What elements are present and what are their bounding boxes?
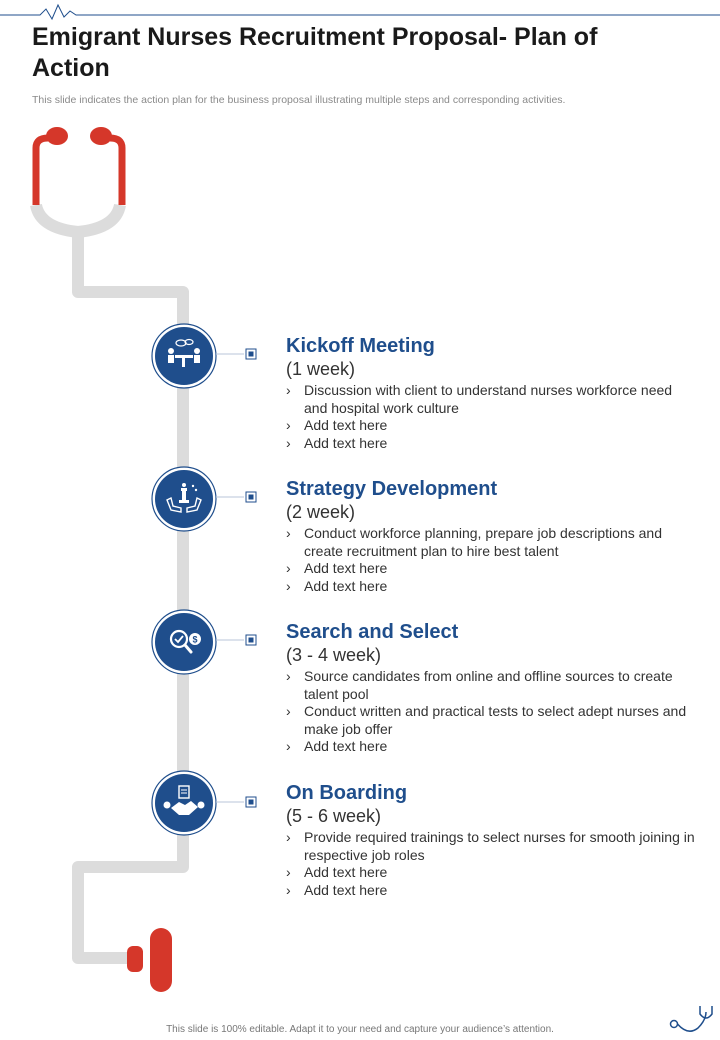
meeting-icon	[151, 323, 217, 389]
bullet-item: › Add text here	[286, 578, 696, 596]
page-subtitle: This slide indicates the action plan for the business proposal illustrating multiple steps and corresponding activities.	[32, 94, 566, 106]
bullet-item: › Discussion with client to understand nurses workforce need and hospital work culture	[286, 382, 696, 417]
page-title: Emigrant Nurses Recruitment Proposal- Plan of Action	[32, 23, 598, 82]
bullet-item: › Add text here	[286, 882, 696, 900]
stethoscope-icon	[668, 1002, 718, 1038]
step-4-connector	[216, 795, 276, 809]
step-4-title: On Boarding	[286, 782, 408, 804]
step-4-icon-badge	[151, 770, 217, 836]
step-1-connector	[216, 347, 276, 361]
bullet-item: › Provide required trainings to select nurses for smooth joining in respective job roles	[286, 829, 696, 864]
step-1-icon-badge	[151, 323, 217, 389]
step-4-content	[286, 781, 696, 899]
step-1-duration: (1 week)	[286, 359, 356, 379]
bullet-item: › Add text here	[286, 864, 696, 882]
step-3-bullets	[286, 668, 696, 756]
step-2-content	[286, 477, 696, 595]
search-money-icon	[151, 609, 217, 675]
step-2-icon-badge	[151, 466, 217, 532]
step-3-title: Search and Select	[286, 621, 459, 643]
bullet-item: › Add text here	[286, 560, 696, 578]
step-2-bullets	[286, 525, 696, 595]
handshake-icon	[151, 770, 217, 836]
step-3-duration: (3 - 4 week)	[286, 645, 382, 665]
step-3-icon-badge	[151, 609, 217, 675]
bullet-item: › Conduct written and practical tests to select adept nurses and make job offer	[286, 703, 696, 738]
bullet-item: › Conduct workforce planning, prepare job descriptions and create recruitment plan to hire best talent	[286, 525, 696, 560]
step-1-content	[286, 334, 696, 452]
bullet-item: › Source candidates from online and offline sources to create talent pool	[286, 668, 696, 703]
svg-text:$: $	[192, 634, 198, 645]
step-4-bullets	[286, 829, 696, 899]
step-2-title: Strategy Development	[286, 478, 498, 500]
bullet-item: › Add text here	[286, 435, 696, 453]
step-1-bullets	[286, 382, 696, 452]
footer-note: This slide is 100% editable. Adapt it to your need and capture your audience’s attention.	[166, 1024, 554, 1035]
bullet-item: › Add text here	[286, 738, 696, 756]
step-2-connector	[216, 490, 276, 504]
step-1-title: Kickoff Meeting	[286, 335, 435, 357]
step-3-content	[286, 620, 696, 756]
step-3-connector	[216, 633, 276, 647]
step-2-duration: (2 week)	[286, 502, 356, 522]
bullet-item: › Add text here	[286, 417, 696, 435]
strategy-icon	[151, 466, 217, 532]
step-4-duration: (5 - 6 week)	[286, 806, 382, 826]
